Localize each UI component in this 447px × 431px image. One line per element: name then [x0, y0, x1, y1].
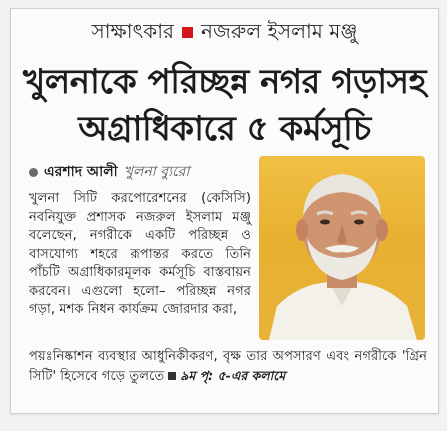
portrait-illustration: [259, 156, 425, 340]
kicker-label: সাক্ষাৎকার: [91, 19, 175, 43]
continuation-text: ৯ম পৃ: ৫-এর কলামে: [180, 367, 286, 383]
kicker-person: নজরুল ইসলাম মঞ্জু: [201, 19, 358, 43]
bullet-icon: [29, 168, 38, 177]
byline-name: এরশাদ আলী: [44, 164, 118, 180]
news-clipping: [10, 8, 439, 414]
portrait-photo: [259, 156, 425, 340]
article-body-part2: পয়ঃনিষ্কাশন ব্যবস্থার আধুনিকীকরণ, বৃক্ষ তার অপসারণ এবং নগরীকে 'গ্রিন সিটি' হিসেবে গড়ে তুলতে: [29, 349, 427, 384]
continuation-note: [164, 368, 285, 383]
article-body-part1: খুলনা সিটি করপোরেশনের (কেসিসি) নবনিযুক্ত প্রশাসক নজরুল ইসলাম মঞ্জু বলেছেন, নগরীকে একটি পরিচ্ছন্ন ও বাসযোগ্য শহরে রূপান্তর করতে তিনি পাঁচটি অগ্রাধিকারমূলক কর্মসূচি বাস্তবায়ন করবেন। এগুলো হলো– পরিচ্ছন্ন নগর গড়া, মশক নিধন কার্যক্রম জোরদার করা,: [29, 191, 251, 317]
headline-line-1: খুলনাকে পরিচ্ছন্ন নগর গড়াসহ: [23, 62, 426, 102]
headline-line-2: অগ্রাধিকারে ৫ কর্মসূচি: [78, 109, 371, 149]
black-square-icon: [168, 372, 176, 380]
red-square-icon: [182, 27, 193, 38]
byline-bureau: খুলনা ব্যুরো: [123, 164, 190, 180]
byline: [29, 160, 189, 184]
kicker: [11, 17, 438, 50]
article-body-part2-container: [29, 348, 427, 386]
